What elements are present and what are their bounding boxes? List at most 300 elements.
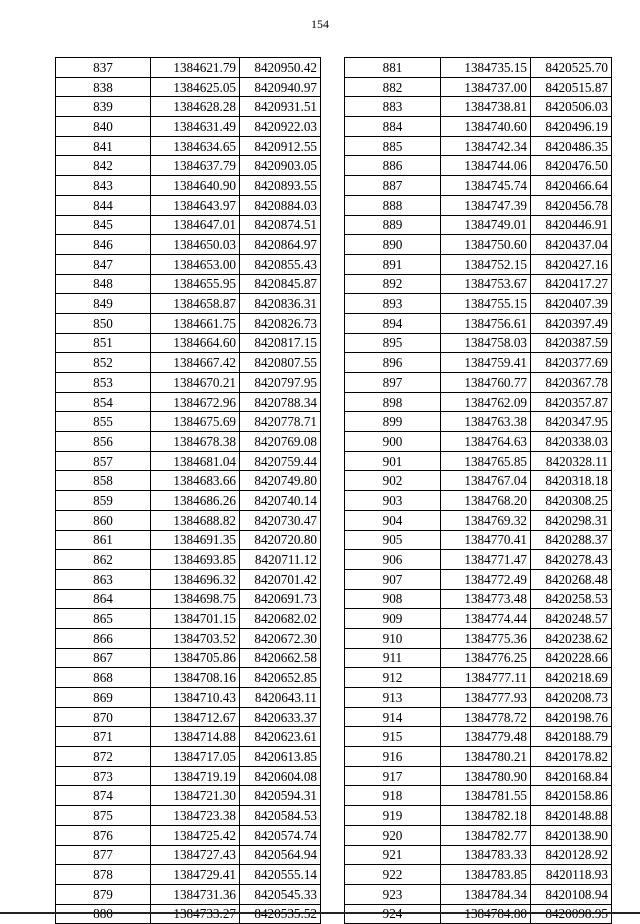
x-coordinate-cell: 1384756.61 [441,313,531,333]
table-row [56,235,321,255]
point-number-cell: 883 [345,97,441,117]
y-coordinate-cell: 8420367.78 [531,373,612,393]
table-row [345,412,612,432]
table-row [56,707,321,727]
y-coordinate-cell: 8420884.03 [240,195,321,215]
x-coordinate-cell: 1384631.49 [151,117,240,137]
y-coordinate-cell: 8420148.88 [531,806,612,826]
point-number-cell: 851 [56,333,151,353]
table-row [56,530,321,550]
y-coordinate-cell: 8420950.42 [240,58,321,78]
point-number-cell: 897 [345,373,441,393]
x-coordinate-cell: 1384759.41 [441,353,531,373]
table-row [56,117,321,137]
x-coordinate-cell: 1384758.03 [441,333,531,353]
point-number-cell: 920 [345,825,441,845]
y-coordinate-cell: 8420456.78 [531,195,612,215]
point-number-cell: 882 [345,77,441,97]
table-row [345,589,612,609]
point-number-cell: 870 [56,707,151,727]
table-row [56,569,321,589]
point-number-cell: 873 [56,766,151,786]
x-coordinate-cell: 1384712.67 [151,707,240,727]
table-row [56,313,321,333]
y-coordinate-cell: 8420128.92 [531,845,612,865]
table-row [345,136,612,156]
y-coordinate-cell: 8420446.91 [531,215,612,235]
point-number-cell: 874 [56,786,151,806]
y-coordinate-cell: 8420564.94 [240,845,321,865]
x-coordinate-cell: 1384658.87 [151,294,240,314]
point-number-cell: 840 [56,117,151,137]
y-coordinate-cell: 8420338.03 [531,432,612,452]
y-coordinate-cell: 8420228.66 [531,648,612,668]
x-coordinate-cell: 1384752.15 [441,254,531,274]
table-row [56,766,321,786]
point-number-cell: 900 [345,432,441,452]
y-coordinate-cell: 8420486.35 [531,136,612,156]
point-number-cell: 886 [345,156,441,176]
table-row [345,294,612,314]
point-number-cell: 911 [345,648,441,668]
x-coordinate-cell: 1384691.35 [151,530,240,550]
point-number-cell: 843 [56,176,151,196]
y-coordinate-cell: 8420594.31 [240,786,321,806]
point-number-cell: 892 [345,274,441,294]
y-coordinate-cell: 8420108.94 [531,884,612,904]
x-coordinate-cell: 1384686.26 [151,491,240,511]
x-coordinate-cell: 1384683.66 [151,471,240,491]
y-coordinate-cell: 8420874.51 [240,215,321,235]
x-coordinate-cell: 1384678.38 [151,432,240,452]
point-number-cell: 898 [345,392,441,412]
y-coordinate-cell: 8420288.37 [531,530,612,550]
x-coordinate-cell: 1384661.75 [151,313,240,333]
y-coordinate-cell: 8420417.27 [531,274,612,294]
table-row [56,254,321,274]
x-coordinate-cell: 1384776.25 [441,648,531,668]
point-number-cell: 885 [345,136,441,156]
y-coordinate-cell: 8420682.02 [240,609,321,629]
x-coordinate-cell: 1384740.60 [441,117,531,137]
table-row [56,727,321,747]
point-number-cell: 839 [56,97,151,117]
table-row [345,451,612,471]
table-row [345,274,612,294]
y-coordinate-cell: 8420778.71 [240,412,321,432]
x-coordinate-cell: 1384753.67 [441,274,531,294]
x-coordinate-cell: 1384703.52 [151,628,240,648]
point-number-cell: 859 [56,491,151,511]
x-coordinate-cell: 1384667.42 [151,353,240,373]
table-row [345,628,612,648]
y-coordinate-cell: 8420466.64 [531,176,612,196]
y-coordinate-cell: 8420652.85 [240,668,321,688]
x-coordinate-cell: 1384717.05 [151,747,240,767]
table-row [345,609,612,629]
table-row [56,176,321,196]
y-coordinate-cell: 8420826.73 [240,313,321,333]
x-coordinate-cell: 1384765.85 [441,451,531,471]
y-coordinate-cell: 8420574.74 [240,825,321,845]
x-coordinate-cell: 1384745.74 [441,176,531,196]
y-coordinate-cell: 8420740.14 [240,491,321,511]
x-coordinate-cell: 1384768.20 [441,491,531,511]
point-number-cell: 907 [345,569,441,589]
table-row [56,136,321,156]
table-row [56,373,321,393]
x-coordinate-cell: 1384628.28 [151,97,240,117]
x-coordinate-cell: 1384708.16 [151,668,240,688]
table-row [56,589,321,609]
y-coordinate-cell: 8420347.95 [531,412,612,432]
table-row [345,471,612,491]
y-coordinate-cell: 8420672.30 [240,628,321,648]
x-coordinate-cell: 1384777.11 [441,668,531,688]
point-number-cell: 909 [345,609,441,629]
x-coordinate-cell: 1384780.90 [441,766,531,786]
y-coordinate-cell: 8420198.76 [531,707,612,727]
y-coordinate-cell: 8420278.43 [531,550,612,570]
table-row [56,274,321,294]
table-row [56,451,321,471]
table-row [56,471,321,491]
point-number-cell: 864 [56,589,151,609]
table-row [56,333,321,353]
point-number-cell: 895 [345,333,441,353]
table-row [56,77,321,97]
y-coordinate-cell: 8420691.73 [240,589,321,609]
point-number-cell: 853 [56,373,151,393]
table-row [345,353,612,373]
y-coordinate-cell: 8420506.03 [531,97,612,117]
table-row [345,550,612,570]
x-coordinate-cell: 1384705.86 [151,648,240,668]
point-number-cell: 847 [56,254,151,274]
y-coordinate-cell: 8420545.33 [240,884,321,904]
y-coordinate-cell: 8420836.31 [240,294,321,314]
table-row [56,215,321,235]
point-number-cell: 842 [56,156,151,176]
table-row [345,195,612,215]
table-row [56,432,321,452]
point-number-cell: 867 [56,648,151,668]
point-number-cell: 869 [56,688,151,708]
point-number-cell: 908 [345,589,441,609]
y-coordinate-cell: 8420613.85 [240,747,321,767]
y-coordinate-cell: 8420188.79 [531,727,612,747]
point-number-cell: 904 [345,510,441,530]
x-coordinate-cell: 1384727.43 [151,845,240,865]
y-coordinate-cell: 8420931.51 [240,97,321,117]
y-coordinate-cell: 8420168.84 [531,766,612,786]
x-coordinate-cell: 1384760.77 [441,373,531,393]
point-number-cell: 914 [345,707,441,727]
point-number-cell: 919 [345,806,441,826]
y-coordinate-cell: 8420298.31 [531,510,612,530]
table-row [56,195,321,215]
y-coordinate-cell: 8420158.86 [531,786,612,806]
table-row [345,77,612,97]
point-number-cell: 849 [56,294,151,314]
x-coordinate-cell: 1384782.18 [441,806,531,826]
table-row [56,353,321,373]
x-coordinate-cell: 1384625.05 [151,77,240,97]
y-coordinate-cell: 8420720.80 [240,530,321,550]
table-row [345,510,612,530]
y-coordinate-cell: 8420357.87 [531,392,612,412]
x-coordinate-cell: 1384643.97 [151,195,240,215]
x-coordinate-cell: 1384770.41 [441,530,531,550]
y-coordinate-cell: 8420208.73 [531,688,612,708]
point-number-cell: 846 [56,235,151,255]
table-row [345,727,612,747]
table-row [345,766,612,786]
y-coordinate-cell: 8420496.19 [531,117,612,137]
point-number-cell: 903 [345,491,441,511]
y-coordinate-cell: 8420248.57 [531,609,612,629]
point-number-cell: 877 [56,845,151,865]
point-number-cell: 878 [56,865,151,885]
table-row [345,688,612,708]
point-number-cell: 915 [345,727,441,747]
table-row [56,884,321,904]
point-number-cell: 865 [56,609,151,629]
table-row [56,648,321,668]
x-coordinate-cell: 1384778.72 [441,707,531,727]
point-number-cell: 837 [56,58,151,78]
table-row [56,747,321,767]
y-coordinate-cell: 8420701.42 [240,569,321,589]
point-number-cell: 890 [345,235,441,255]
x-coordinate-cell: 1384731.36 [151,884,240,904]
coordinates-table-left [55,57,321,924]
x-coordinate-cell: 1384755.15 [441,294,531,314]
page-number: 154 [311,17,329,31]
table-row [56,510,321,530]
point-number-cell: 856 [56,432,151,452]
point-number-cell: 894 [345,313,441,333]
y-coordinate-cell: 8420407.39 [531,294,612,314]
x-coordinate-cell: 1384783.85 [441,865,531,885]
point-number-cell: 910 [345,628,441,648]
table-row [345,235,612,255]
x-coordinate-cell: 1384779.48 [441,727,531,747]
x-coordinate-cell: 1384650.03 [151,235,240,255]
y-coordinate-cell: 8420633.37 [240,707,321,727]
point-number-cell: 866 [56,628,151,648]
y-coordinate-cell: 8420437.04 [531,235,612,255]
y-coordinate-cell: 8420138.90 [531,825,612,845]
table-row [345,254,612,274]
y-coordinate-cell: 8420397.49 [531,313,612,333]
point-number-cell: 858 [56,471,151,491]
y-coordinate-cell: 8420584.53 [240,806,321,826]
table-row [345,806,612,826]
table-row [56,609,321,629]
x-coordinate-cell: 1384771.47 [441,550,531,570]
x-coordinate-cell: 1384664.60 [151,333,240,353]
point-number-cell: 912 [345,668,441,688]
x-coordinate-cell: 1384747.39 [441,195,531,215]
y-coordinate-cell: 8420893.55 [240,176,321,196]
y-coordinate-cell: 8420730.47 [240,510,321,530]
point-number-cell: 872 [56,747,151,767]
point-number-cell: 876 [56,825,151,845]
x-coordinate-cell: 1384675.69 [151,412,240,432]
table-row [345,156,612,176]
table-row [345,117,612,137]
x-coordinate-cell: 1384698.75 [151,589,240,609]
x-coordinate-cell: 1384784.34 [441,884,531,904]
x-coordinate-cell: 1384783.33 [441,845,531,865]
point-number-cell: 918 [345,786,441,806]
y-coordinate-cell: 8420864.97 [240,235,321,255]
table-row [345,707,612,727]
table-row [345,668,612,688]
point-number-cell: 887 [345,176,441,196]
x-coordinate-cell: 1384738.81 [441,97,531,117]
point-number-cell: 844 [56,195,151,215]
table-row [345,97,612,117]
y-coordinate-cell: 8420118.93 [531,865,612,885]
y-coordinate-cell: 8420940.97 [240,77,321,97]
x-coordinate-cell: 1384640.90 [151,176,240,196]
x-coordinate-cell: 1384647.01 [151,215,240,235]
x-coordinate-cell: 1384688.82 [151,510,240,530]
y-coordinate-cell: 8420218.69 [531,668,612,688]
y-coordinate-cell: 8420377.69 [531,353,612,373]
table-row [56,156,321,176]
x-coordinate-cell: 1384735.15 [441,58,531,78]
y-coordinate-cell: 8420427.16 [531,254,612,274]
table-row [345,58,612,78]
point-number-cell: 879 [56,884,151,904]
x-coordinate-cell: 1384777.93 [441,688,531,708]
x-coordinate-cell: 1384749.01 [441,215,531,235]
y-coordinate-cell: 8420807.55 [240,353,321,373]
table-row [56,865,321,885]
point-number-cell: 860 [56,510,151,530]
table-body-left [56,58,321,924]
table-row [56,806,321,826]
y-coordinate-cell: 8420328.11 [531,451,612,471]
x-coordinate-cell: 1384655.95 [151,274,240,294]
x-coordinate-cell: 1384681.04 [151,451,240,471]
table-row [345,825,612,845]
point-number-cell: 896 [345,353,441,373]
table-row [345,313,612,333]
y-coordinate-cell: 8420903.05 [240,156,321,176]
x-coordinate-cell: 1384750.60 [441,235,531,255]
table-row [56,97,321,117]
point-number-cell: 884 [345,117,441,137]
x-coordinate-cell: 1384774.44 [441,609,531,629]
x-coordinate-cell: 1384701.15 [151,609,240,629]
point-number-cell: 868 [56,668,151,688]
table-row [56,628,321,648]
x-coordinate-cell: 1384710.43 [151,688,240,708]
table-row [345,333,612,353]
table-row [345,392,612,412]
table-row [56,845,321,865]
point-number-cell: 848 [56,274,151,294]
y-coordinate-cell: 8420845.87 [240,274,321,294]
x-coordinate-cell: 1384637.79 [151,156,240,176]
x-coordinate-cell: 1384773.48 [441,589,531,609]
table-row [345,747,612,767]
point-number-cell: 899 [345,412,441,432]
x-coordinate-cell: 1384723.38 [151,806,240,826]
x-coordinate-cell: 1384764.63 [441,432,531,452]
y-coordinate-cell: 8420769.08 [240,432,321,452]
point-number-cell: 854 [56,392,151,412]
y-coordinate-cell: 8420817.15 [240,333,321,353]
table-row [345,569,612,589]
point-number-cell: 863 [56,569,151,589]
y-coordinate-cell: 8420387.59 [531,333,612,353]
x-coordinate-cell: 1384714.88 [151,727,240,747]
x-coordinate-cell: 1384634.65 [151,136,240,156]
x-coordinate-cell: 1384762.09 [441,392,531,412]
table-row [56,491,321,511]
x-coordinate-cell: 1384742.34 [441,136,531,156]
point-number-cell: 871 [56,727,151,747]
x-coordinate-cell: 1384763.38 [441,412,531,432]
y-coordinate-cell: 8420662.58 [240,648,321,668]
point-number-cell: 902 [345,471,441,491]
x-coordinate-cell: 1384653.00 [151,254,240,274]
x-coordinate-cell: 1384721.30 [151,786,240,806]
y-coordinate-cell: 8420476.50 [531,156,612,176]
y-coordinate-cell: 8420912.55 [240,136,321,156]
y-coordinate-cell: 8420604.08 [240,766,321,786]
point-number-cell: 916 [345,747,441,767]
y-coordinate-cell: 8420515.87 [531,77,612,97]
table-row [56,825,321,845]
point-number-cell: 875 [56,806,151,826]
x-coordinate-cell: 1384782.77 [441,825,531,845]
point-number-cell: 881 [345,58,441,78]
table-row [56,668,321,688]
point-number-cell: 917 [345,766,441,786]
x-coordinate-cell: 1384719.19 [151,766,240,786]
y-coordinate-cell: 8420623.61 [240,727,321,747]
point-number-cell: 857 [56,451,151,471]
y-coordinate-cell: 8420318.18 [531,471,612,491]
point-number-cell: 923 [345,884,441,904]
table-row [345,432,612,452]
table-row [345,884,612,904]
y-coordinate-cell: 8420258.53 [531,589,612,609]
point-number-cell: 893 [345,294,441,314]
point-number-cell: 901 [345,451,441,471]
table-row [345,215,612,235]
table-row [56,294,321,314]
x-coordinate-cell: 1384729.41 [151,865,240,885]
table-row [56,688,321,708]
point-number-cell: 861 [56,530,151,550]
point-number-cell: 845 [56,215,151,235]
point-number-cell: 855 [56,412,151,432]
x-coordinate-cell: 1384725.42 [151,825,240,845]
point-number-cell: 852 [56,353,151,373]
point-number-cell: 905 [345,530,441,550]
x-coordinate-cell: 1384737.00 [441,77,531,97]
y-coordinate-cell: 8420922.03 [240,117,321,137]
x-coordinate-cell: 1384693.85 [151,550,240,570]
y-coordinate-cell: 8420525.70 [531,58,612,78]
